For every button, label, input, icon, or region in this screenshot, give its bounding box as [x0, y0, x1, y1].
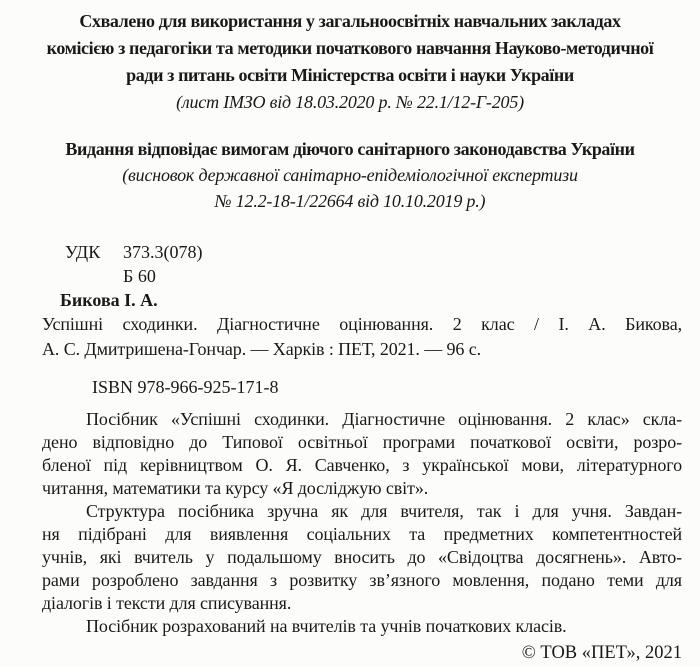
approval-line: ради з питань освіти Міністерства освіти і науки України	[126, 65, 574, 85]
approval-letter-reference: (лист ІМЗО від 18.03.2020 р. № 22.1/12-Г-205)	[176, 92, 524, 112]
udc-value: 373.3(078)	[123, 242, 203, 262]
annotation-line: дено відповідно до Типової освітньої програми початкової освіти, розро-	[42, 432, 682, 452]
audience-line: Посібник розрахований на вчителів та учнів початкових класів.	[86, 616, 567, 636]
bbk-code: Б 60	[123, 266, 156, 286]
sanitary-expertise-line: (висновок державної санітарно-епідеміологічної експертизи	[122, 165, 578, 185]
bbk-row	[42, 264, 682, 288]
bibliographic-entry-line: А. С. Дмитришена-Гончар. — Харків : ПЕТ, 2021. — 96 с.	[42, 339, 482, 359]
annotation-block	[0, 408, 700, 638]
approval-line: Схвалено для використання у загальноосвітніх навчальних закладах	[79, 11, 621, 31]
annotation-line: діалогів і тексти для списування.	[42, 593, 292, 613]
approval-note	[0, 8, 700, 116]
annotation-line: бленої під керівництвом О. Я. Савченко, з української мови, літературного	[42, 455, 682, 475]
isbn: ISBN 978-966-925-171-8	[92, 377, 279, 397]
udc-row	[42, 240, 682, 264]
sanitary-compliance-note	[0, 136, 700, 214]
annotation-line: ня підібрані для виявлення соціальних та предметних компетентностей	[42, 524, 682, 544]
annotation-line: читання, математики та курсу «Я досліджую світ».	[42, 478, 429, 498]
annotation-line: рами розроблено завдання з розвитку зв’язного мовлення, подано теми для	[42, 570, 682, 590]
author-name: Бикова І. А.	[60, 290, 158, 310]
approval-line: комісією з педагогіки та методики початкового навчання Науково-методичної	[46, 38, 654, 58]
sanitary-statement: Видання відповідає вимогам діючого санітарного законодавства України	[65, 139, 635, 159]
annotation-line: учнів, які вчитель у подальшому вносить до «Свідоцтва досягнень». Авто-	[42, 547, 682, 567]
udc-label: УДК	[65, 242, 101, 262]
sanitary-expertise-number: № 12.2-18-1/22664 від 10.10.2019 р.)	[214, 191, 486, 211]
annotation-line: Посібник «Успішні сходинки. Діагностичне оцінювання. 2 клас» скла-	[86, 409, 682, 429]
bbk-spacer	[42, 264, 123, 288]
cataloging-block	[0, 240, 700, 400]
publisher-copyright: © ТОВ «ПЕТ», 2021	[521, 643, 682, 663]
bibliographic-entry-line: Успішні сходинки. Діагностичне оцінювання. 2 клас / І. А. Бикова,	[42, 314, 682, 334]
annotation-line: Структура посібника зручна як для вчителя, так і для учня. Завдан-	[86, 501, 682, 521]
